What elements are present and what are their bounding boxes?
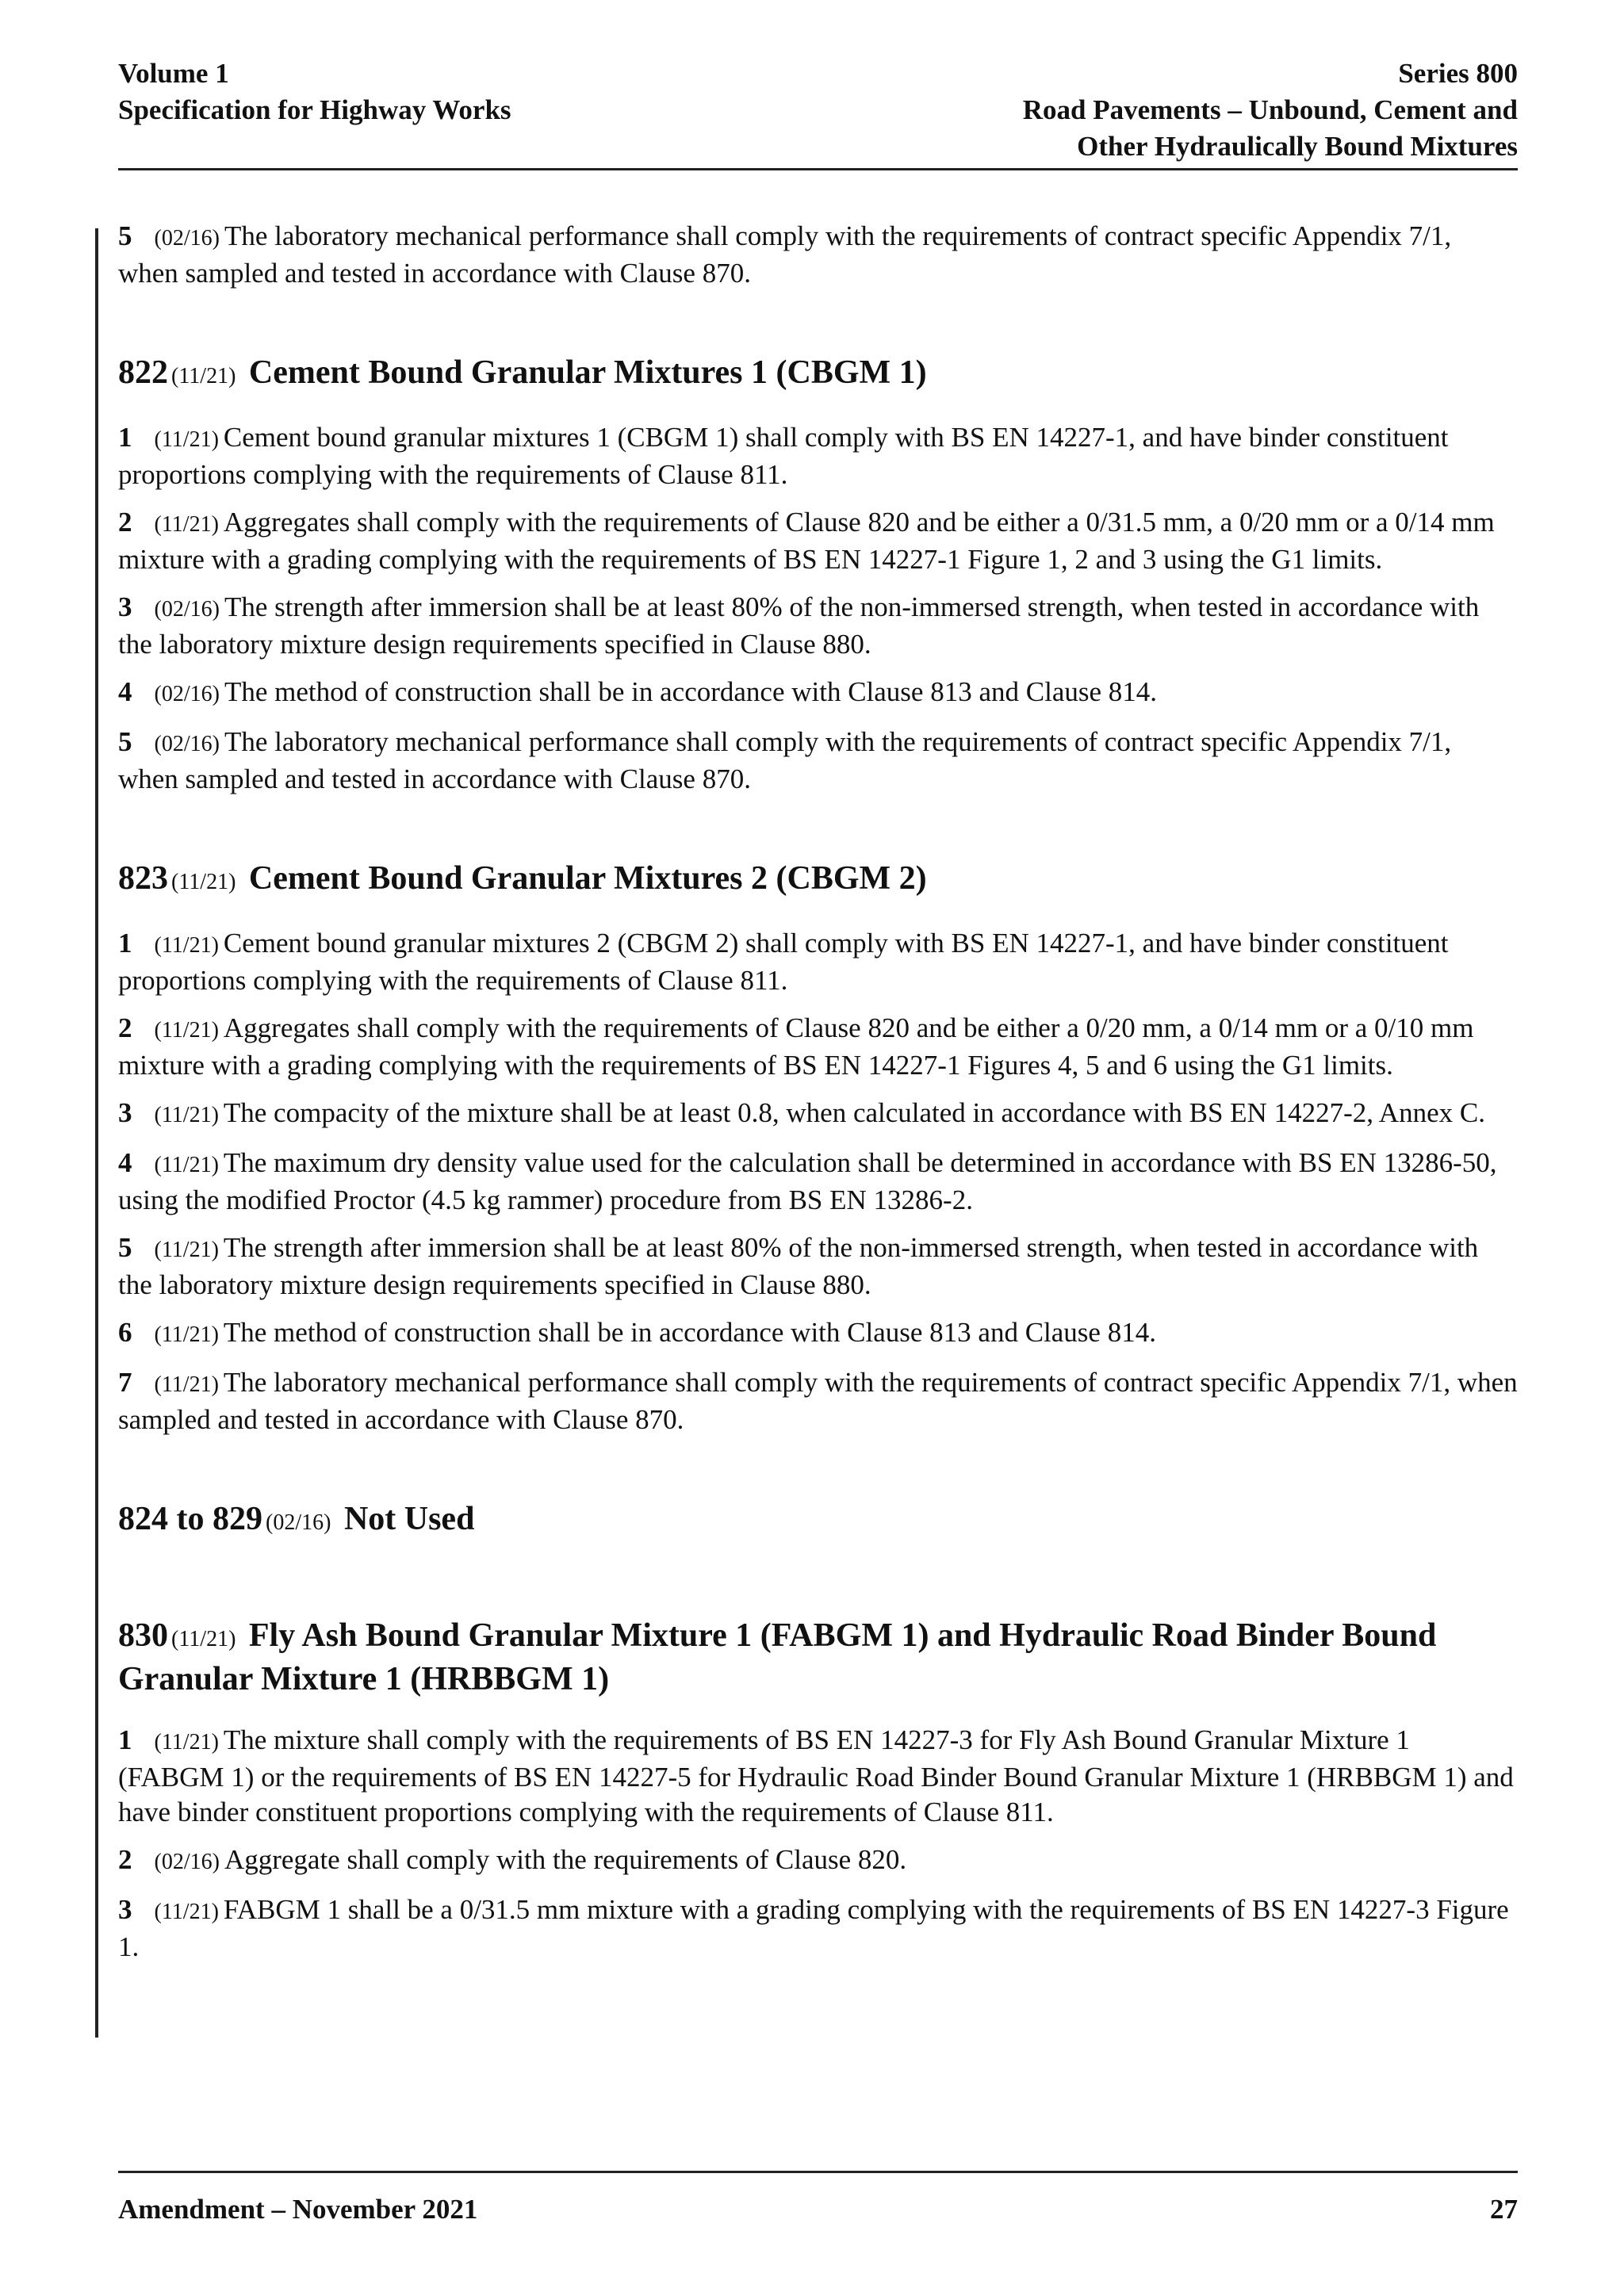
paragraph-number: 4 (118, 676, 132, 707)
paragraph-number: 1 (118, 928, 132, 959)
paragraph-text: Aggregates shall comply with the requirements of Clause 820 and be either a 0/20 mm, a 0/14 mm or a 0/10 mm mixture with a grading complying with the requirements of BS EN 14227-1 Figures 4, 5 and 6 using the G1 limits. (118, 1012, 1474, 1081)
section-824-829-heading (118, 1499, 1518, 1543)
paragraph-number: 3 (118, 1097, 132, 1128)
spec-title: Specification for Highway Works (118, 94, 511, 125)
paragraph-number: 5 (118, 726, 132, 757)
series-label: Series 800 (1398, 58, 1518, 89)
amendment-label: Amendment – November 2021 (118, 2194, 478, 2225)
paragraph-text: The compacity of the mixture shall be at least 0.8, when calculated in accordance with BS EN 14227-2, Annex C. (223, 1097, 1485, 1128)
paragraph-date: (02/16) (154, 226, 220, 251)
paragraph-date: (11/21) (154, 1238, 219, 1262)
paragraph-number: 2 (118, 1844, 132, 1875)
clause-823-3 (118, 1096, 1518, 1133)
paragraph-text: The maximum dry density value used for the calculation shall be determined in accordance with BS EN 13286-50, using the modified Proctor (4.5 kg rammer) procedure from BS EN 13286-2. (118, 1147, 1497, 1215)
page-header (118, 55, 1518, 170)
section-date: (11/21) (171, 1627, 236, 1651)
paragraph-date: (11/21) (154, 1372, 219, 1397)
paragraph-number: 2 (118, 507, 132, 538)
clause-822-5 (118, 725, 1518, 797)
section-number: 824 to 829 (118, 1501, 262, 1537)
section-number: 822 (118, 354, 168, 391)
paragraph-date: (11/21) (154, 427, 219, 452)
paragraph-date: (11/21) (154, 933, 219, 958)
page-number: 27 (1490, 2194, 1518, 2225)
clause-830-1 (118, 1723, 1518, 1830)
paragraph-text: Aggregate shall comply with the requirements of Clause 820. (224, 1844, 907, 1875)
revision-change-bar (95, 228, 98, 2038)
clause-823-7 (118, 1365, 1518, 1437)
clause-823-6 (118, 1315, 1518, 1353)
series-title-line-2: Other Hydraulically Bound Mixtures (1077, 131, 1518, 162)
section-822-heading (118, 353, 1518, 396)
paragraph-text: The laboratory mechanical performance shall comply with the requirements of contract specific Appendix 7/1, when sampled and tested in accordance with Clause 870. (118, 726, 1452, 794)
paragraph-number: 6 (118, 1317, 132, 1348)
paragraph-number: 5 (118, 1232, 132, 1263)
section-830-heading (118, 1616, 1518, 1699)
section-number: 823 (118, 860, 168, 897)
section-title: Cement Bound Granular Mixtures 2 (CBGM 2) (248, 860, 927, 897)
paragraph-number: 1 (118, 1724, 132, 1755)
clause-830-3 (118, 1892, 1518, 1965)
section-title: Not Used (343, 1501, 475, 1537)
paragraph-text: FABGM 1 shall be a 0/31.5 mm mixture with a grading complying with the requirements of BS EN 14227-3 Figure 1. (118, 1894, 1509, 1962)
clause-822-3 (118, 590, 1518, 662)
clause-822-4 (118, 675, 1518, 712)
section-title: Cement Bound Granular Mixtures 1 (CBGM 1) (248, 354, 927, 391)
paragraph-text: The laboratory mechanical performance shall comply with the requirements of contract specific Appendix 7/1, when sampled and tested in accordance with Clause 870. (118, 220, 1452, 289)
paragraph-text: Cement bound granular mixtures 2 (CBGM 2) shall comply with BS EN 14227-1, and have binder constituent proportions complying with the requirements of Clause 811. (118, 928, 1449, 996)
paragraph-number: 3 (118, 1894, 132, 1925)
page-content (118, 219, 1518, 1977)
intro-paragraph (118, 219, 1518, 291)
paragraph-text: The strength after immersion shall be at least 80% of the non-immersed strength, when tested in accordance with the laboratory mixture design requirements specified in Clause 880. (118, 591, 1480, 660)
paragraph-date: (11/21) (154, 1322, 219, 1347)
section-date: (11/21) (171, 870, 236, 894)
section-number: 830 (118, 1617, 168, 1654)
header-left (118, 55, 511, 128)
paragraph-number: 7 (118, 1367, 132, 1398)
clause-823-1 (118, 926, 1518, 998)
paragraph-number: 4 (118, 1147, 132, 1178)
paragraph-date: (11/21) (154, 1730, 219, 1755)
paragraph-date: (11/21) (154, 1103, 219, 1127)
clause-823-2 (118, 1011, 1518, 1083)
paragraph-date: (02/16) (154, 1850, 220, 1874)
paragraph-number: 2 (118, 1012, 132, 1043)
paragraph-text: Aggregates shall comply with the requirements of Clause 820 and be either a 0/31.5 mm, a 0/20 mm or a 0/14 mm mixture with a grading complying with the requirements of BS EN 14227-1 Figure 1, 2 and 3 using the G1 limits. (118, 507, 1495, 575)
paragraph-number: 5 (118, 220, 132, 251)
paragraph-date: (02/16) (154, 732, 220, 756)
paragraph-text: Cement bound granular mixtures 1 (CBGM 1) shall comply with BS EN 14227-1, and have binder constituent proportions complying with the requirements of Clause 811. (118, 422, 1449, 490)
paragraph-text: The method of construction shall be in accordance with Clause 813 and Clause 814. (223, 1317, 1156, 1348)
paragraph-text: The laboratory mechanical performance shall comply with the requirements of contract specific Appendix 7/1, when sampled and tested in accordance with Clause 870. (118, 1367, 1518, 1435)
section-title: Fly Ash Bound Granular Mixture 1 (FABGM 1) and Hydraulic Road Binder Bound Granular Mixture 1 (HRBBGM 1) (118, 1617, 1437, 1697)
volume-label: Volume 1 (118, 58, 229, 89)
paragraph-date: (02/16) (154, 597, 220, 622)
section-823-heading (118, 859, 1518, 902)
paragraph-date: (11/21) (154, 1153, 219, 1177)
paragraph-text: The mixture shall comply with the requirements of BS EN 14227-3 for Fly Ash Bound Granular Mixture 1 (FABGM 1) or the requirements of BS EN 14227-5 for Hydraulic Road Binder Bound Granular Mixture 1 (HRBBGM 1) and have binder constituent proportions complying with the requirements of Clause 811. (118, 1724, 1514, 1827)
paragraph-text: The method of construction shall be in accordance with Clause 813 and Clause 814. (224, 676, 1158, 707)
paragraph-date: (11/21) (154, 1018, 219, 1043)
section-date: (11/21) (171, 364, 236, 388)
section-date: (02/16) (266, 1510, 331, 1535)
clause-823-4 (118, 1146, 1518, 1218)
clause-830-2 (118, 1843, 1518, 1880)
header-right (1023, 55, 1518, 165)
series-title-line-1: Road Pavements – Unbound, Cement and (1022, 94, 1518, 125)
paragraph-date: (11/21) (154, 1900, 219, 1924)
paragraph-number: 3 (118, 591, 132, 622)
clause-822-2 (118, 505, 1518, 577)
paragraph-date: (02/16) (154, 682, 220, 706)
clause-822-1 (118, 420, 1518, 492)
paragraph-date: (11/21) (154, 512, 219, 537)
paragraph-number: 1 (118, 422, 132, 453)
clause-823-5 (118, 1230, 1518, 1303)
page-footer (118, 2171, 1518, 2227)
paragraph-text: The strength after immersion shall be at least 80% of the non-immersed strength, when tested in accordance with the laboratory mixture design requirements specified in Clause 880. (118, 1232, 1479, 1300)
